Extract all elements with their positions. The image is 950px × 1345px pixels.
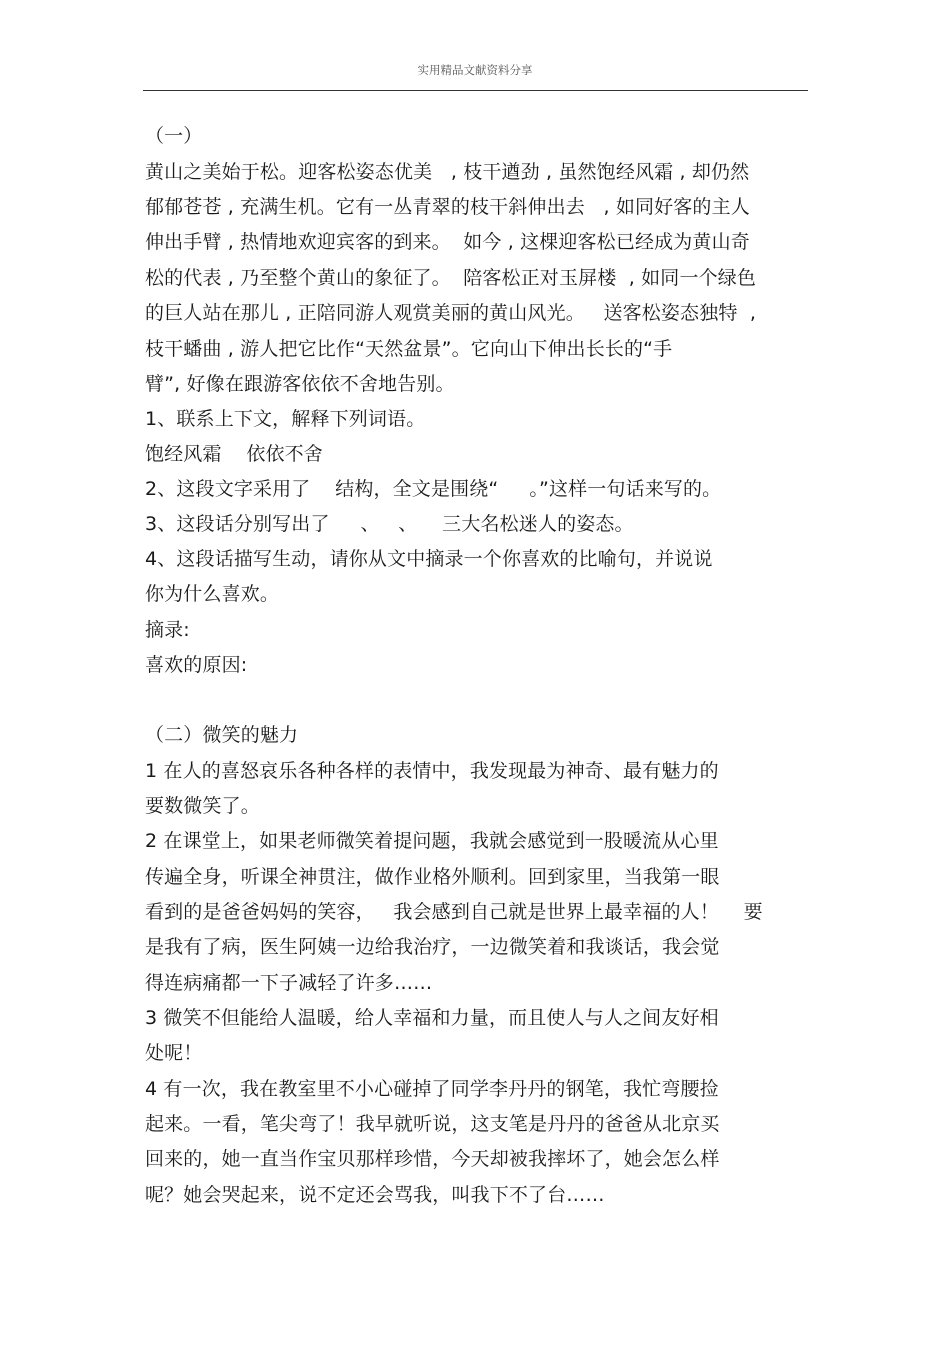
section2-text-line: 处呢！ [145, 1042, 203, 1064]
page-header: 实用精品文献资料分享 [417, 63, 533, 77]
section1-passage-line: 伸出手臂 , 热情地欢迎宾客的到来。 如今 , 这棵迎客松已经成为黄山奇 [145, 231, 750, 253]
section2-text-line: 看到的是爸爸妈妈的笑容， 我会感到自己就是世界上最幸福的人！ 要 [145, 901, 763, 923]
section1-passage-line: 松的代表 , 乃至整个黄山的象征了。 陪客松正对玉屏楼 , 如同一个绿色 [145, 267, 757, 289]
section2-text-line: 起来。一看，笔尖弯了！我早就听说，这支笔是丹丹的爸爸从北京买 [145, 1113, 720, 1135]
section2-text-line: 2 在课堂上，如果老师微笑着提问题，我就会感觉到一股暖流从心里 [145, 830, 719, 852]
section2-text-line: 呢？她会哭起来，说不定还会骂我，叫我下不了台…… [145, 1184, 605, 1206]
question-1: 1、联系上下文，解释下列词语。 [145, 408, 426, 430]
section1-passage-line: 的巨人站在那儿 , 正陪同游人观赏美丽的黄山风光。 送客松姿态独特 , [145, 302, 757, 324]
section2-text-line: 是我有了病，医生阿姨一边给我治疗，一边微笑着和我谈话，我会觉 [145, 936, 720, 958]
excerpt-label: 摘录: [145, 619, 190, 641]
section1-passage-line: 黄山之美始于松。迎客松姿态优美 , 枝干遒劲 , 虽然饱经风霜 , 却仍然 [145, 161, 750, 183]
question-4-cont: 你为什么喜欢。 [145, 583, 280, 605]
section2-text-line: 回来的，她一直当作宝贝那样珍惜，今天却被我摔坏了，她会怎么样 [145, 1148, 720, 1170]
question-3: 3、这段话分别写出了 、 、 三大名松迷人的姿态。 [145, 513, 634, 535]
section1-heading: （一） [145, 125, 203, 147]
section2-heading: （二）微笑的魅力 [145, 724, 299, 746]
question-1-words: 饱经风霜 依依不舍 [145, 443, 323, 465]
section2-text-line: 得连病痛都一下子减轻了许多…… [145, 972, 433, 994]
section1-passage-line: 郁郁苍苍 , 充满生机。它有一丛青翠的枝干斜伸出去 , 如同好客的主人 [145, 196, 750, 218]
reason-label: 喜欢的原因: [145, 654, 248, 676]
section2-text-line: 要数微笑了。 [145, 795, 260, 817]
section1-passage-line: 臂”, 好像在跟游客依依不舍地告别。 [145, 373, 455, 395]
question-4: 4、这段话描写生动，请你从文中摘录一个你喜欢的比喻句，并说说 [145, 548, 713, 570]
section2-text-line: 1 在人的喜怒哀乐各种各样的表情中，我发现最为神奇、最有魅力的 [145, 760, 719, 782]
header-rule [143, 90, 808, 91]
section2-text-line: 3 微笑不但能给人温暖，给人幸福和力量，而且使人与人之间友好相 [145, 1007, 719, 1029]
section1-passage-line: 枝干蟠曲 , 游人把它比作“天然盆景”。它向山下伸出长长的“手 [145, 338, 673, 360]
section2-text-line: 传遍全身，听课全神贯注，做作业格外顺利。回到家里，当我第一眼 [145, 866, 720, 888]
section2-text-line: 4 有一次，我在教室里不小心碰掉了同学李丹丹的钢笔，我忙弯腰捡 [145, 1078, 719, 1100]
question-2: 2、这段文字采用了 结构，全文是围绕“ 。”这样一句话来写的。 [145, 478, 722, 500]
